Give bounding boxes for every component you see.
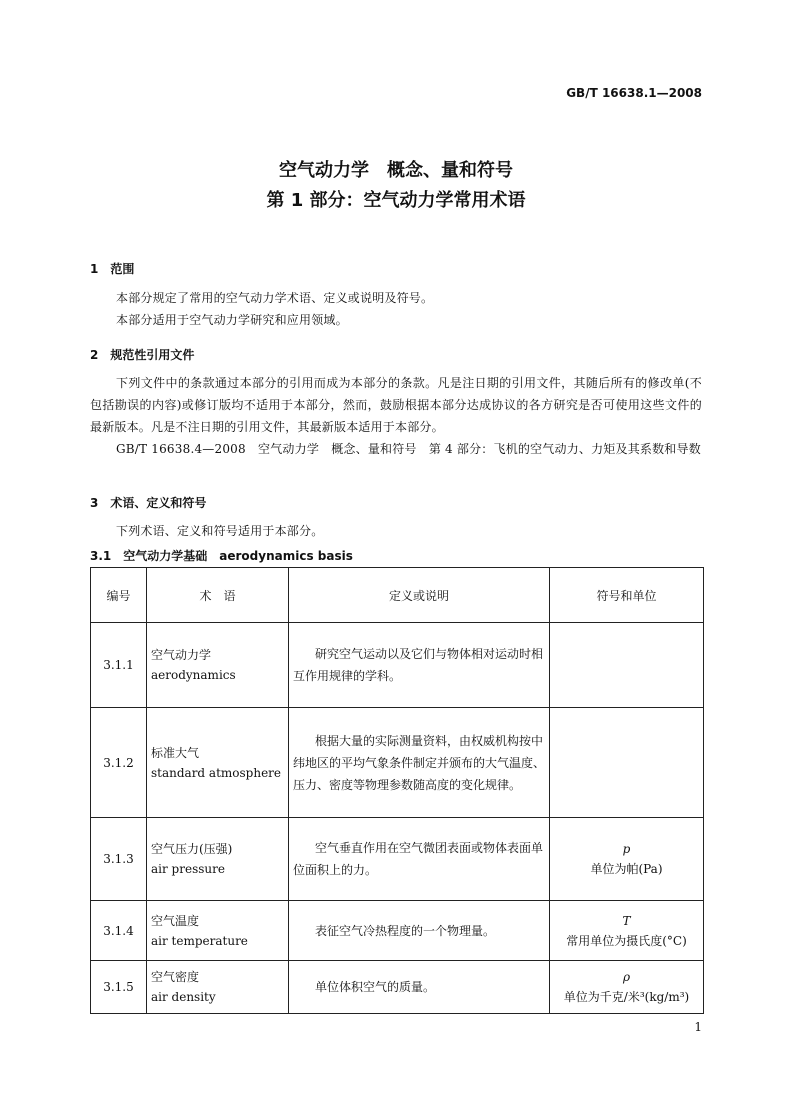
term-cn: 空气动力学 — [151, 648, 212, 662]
row-definition: 空气垂直作用在空气微团表面或物体表面单位面积上的力。 — [289, 818, 550, 901]
row-term — [147, 901, 289, 961]
row-definition: 研究空气运动以及它们与物体相对运动时相互作用规律的学科。 — [289, 623, 550, 708]
table-row — [91, 961, 704, 1014]
symbol: p — [622, 842, 631, 856]
term-en: air pressure — [151, 862, 225, 876]
section-2-reference: GB/T 16638.4—2008 空气动力学 概念、量和符号 第 4 部分：飞机的空气动力、力矩及其系数和导数 — [116, 442, 701, 456]
row-symbol-unit — [550, 623, 704, 708]
row-symbol-unit — [550, 961, 704, 1014]
row-symbol-unit — [550, 818, 704, 901]
row-definition: 表征空气冷热程度的一个物理量。 — [289, 901, 550, 961]
row-term — [147, 961, 289, 1014]
header-number: 编号 — [91, 568, 147, 623]
symbol: ρ — [622, 970, 631, 984]
header-term: 术 语 — [147, 568, 289, 623]
subsection-3-1-heading: 3.1 空气动力学基础 aerodynamics basis — [90, 549, 353, 563]
unit: 单位为千克/米³(kg/m³) — [563, 990, 690, 1004]
row-number: 3.1.4 — [91, 901, 147, 961]
standard-number: GB/T 16638.1—2008 — [566, 86, 702, 100]
row-term — [147, 623, 289, 708]
term-en: aerodynamics — [151, 668, 236, 682]
section-1-paragraph-1: 本部分规定了常用的空气动力学术语、定义或说明及符号。 — [116, 291, 434, 305]
term-cn: 空气温度 — [151, 913, 200, 928]
section-2-heading: 2 规范性引用文件 — [90, 348, 195, 362]
row-number: 3.1.1 — [91, 623, 147, 708]
section-3-heading: 3 术语、定义和符号 — [90, 496, 207, 510]
header-definition: 定义或说明 — [289, 568, 550, 623]
document-title: 空气动力学 概念、量和符号 — [279, 160, 513, 181]
row-definition: 根据大量的实际测量资料，由权威机构按中纬地区的平均气象条件制定并颁布的大气温度、压力、密度等物理参数随高度的变化规律。 — [289, 708, 550, 818]
term-en: air density — [151, 990, 216, 1004]
unit: 单位为帕(Pa) — [590, 862, 663, 876]
row-symbol-unit — [550, 708, 704, 818]
table-header-row — [91, 568, 704, 623]
row-number: 3.1.5 — [91, 961, 147, 1014]
row-number: 3.1.3 — [91, 818, 147, 901]
table-row — [91, 708, 704, 818]
page-number: 1 — [694, 1020, 702, 1034]
table-row — [91, 901, 704, 961]
unit: 常用单位为摄氏度(°C) — [566, 933, 687, 948]
row-symbol-unit — [550, 901, 704, 961]
section-1-heading: 1 范围 — [90, 262, 135, 276]
term-cn: 标准大气 — [151, 745, 200, 760]
row-definition: 单位体积空气的质量。 — [289, 961, 550, 1014]
symbol: T — [622, 913, 631, 928]
document-subtitle: 第 1 部分：空气动力学常用术语 — [266, 190, 526, 211]
term-en: air temperature — [151, 933, 248, 948]
term-cn: 空气压力(压强) — [151, 842, 233, 856]
section-1-paragraph-2: 本部分适用于空气动力学研究和应用领域。 — [116, 313, 348, 327]
term-en: standard atmosphere — [151, 765, 282, 780]
header-symbol-unit: 符号和单位 — [550, 568, 704, 623]
row-term — [147, 818, 289, 901]
row-number: 3.1.2 — [91, 708, 147, 818]
row-term — [147, 708, 289, 818]
table-row — [91, 818, 704, 901]
table-row — [91, 623, 704, 708]
section-3-paragraph-1: 下列术语、定义和符号适用于本部分。 — [116, 524, 324, 538]
terms-table — [90, 567, 704, 1014]
term-cn: 空气密度 — [151, 970, 200, 984]
section-2-paragraph-1: 下列文件中的条款通过本部分的引用而成为本部分的条款。凡是注日期的引用文件，其随后所有的修改单(不包括勘误的内容)或修订版均不适用于本部分，然而，鼓励根据本部分达成协议的各方研究是否可使用这些文件的最新版本。凡是不注日期的引用文件，其最新版本适用于本部分。 — [90, 376, 702, 434]
